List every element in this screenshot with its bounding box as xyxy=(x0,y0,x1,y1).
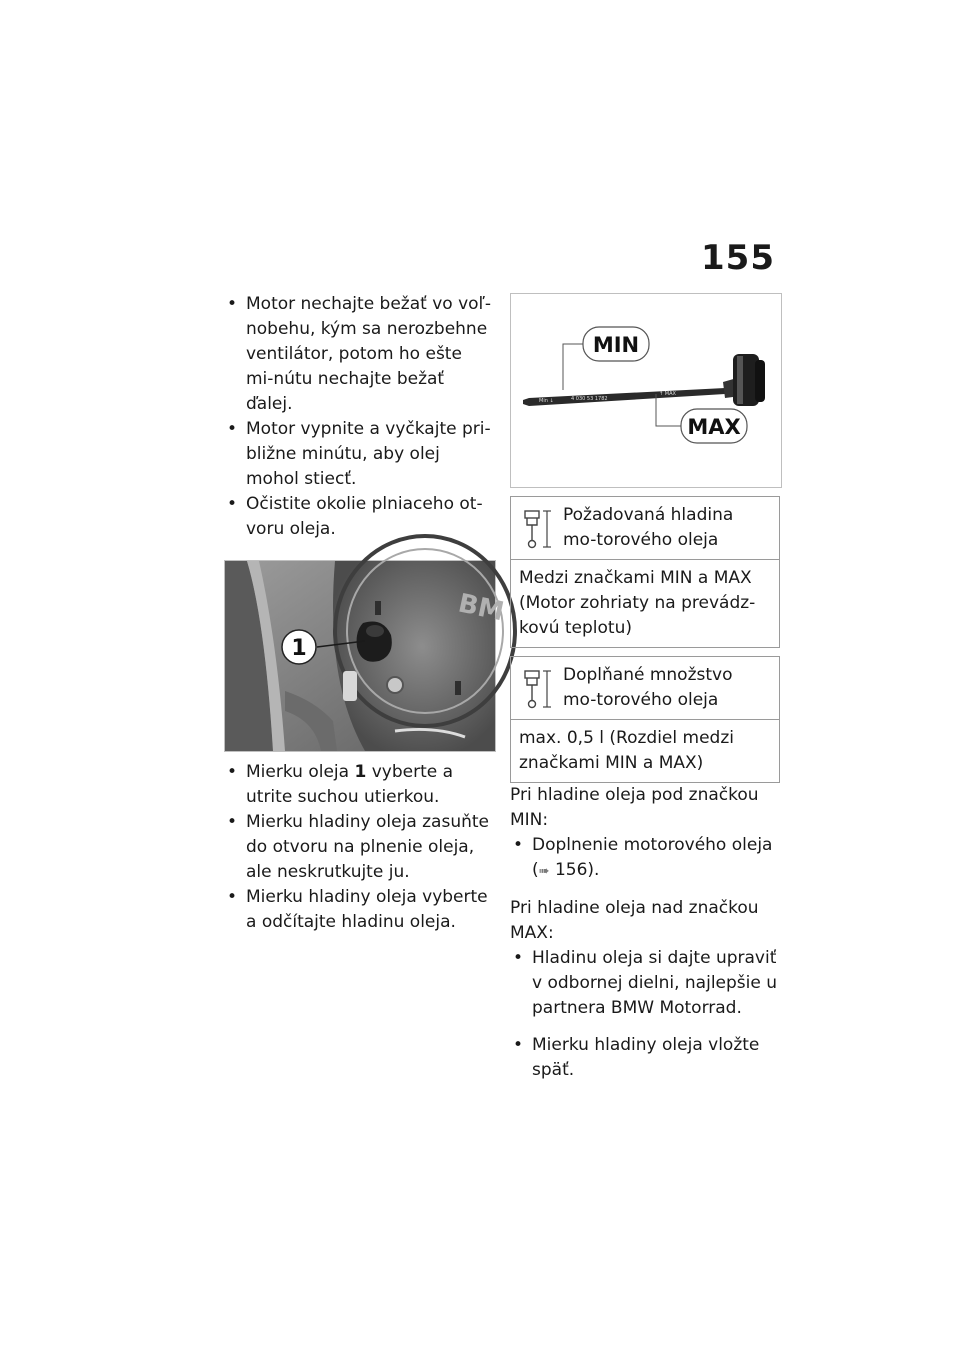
spec-value: Medzi značkami MIN a MAX (Motor zohriaty na prevádz-kovú teplotu) xyxy=(519,568,756,638)
step-text: Motor nechajte bežať vo voľ-nobehu, kým sa nerozbehne ventilátor, potom ho ešte mi-nútu nechajte bežať ďalej. xyxy=(246,294,492,414)
bullet-dot: • xyxy=(227,812,238,832)
right-column xyxy=(510,293,780,1083)
list-item xyxy=(224,810,494,885)
bullet-dot: • xyxy=(513,1035,524,1055)
page-ref-link[interactable]: 156 xyxy=(554,860,588,880)
engine-oil-icon xyxy=(521,667,555,711)
step-text-post: vyberte a utrite suchou utierkou. xyxy=(246,762,454,807)
spec-value: max. 0,5 l (Rozdiel medzi značkami MIN a MAX) xyxy=(519,728,734,773)
callout-number: 1 xyxy=(291,636,307,661)
step-text-pre: Mierku oleja xyxy=(246,762,355,782)
page-ref-arrow-icon: ➠ xyxy=(538,864,550,879)
list-item xyxy=(224,760,494,810)
bullet-dot: • xyxy=(227,887,238,907)
bullet-dot: • xyxy=(227,419,238,439)
max-label: MAX xyxy=(687,415,741,439)
step-text: Očistite okolie plniaceho ot-voru oleja. xyxy=(246,494,483,539)
list-item xyxy=(224,292,494,417)
step-text: Mierku hladiny oleja vložte späť. xyxy=(532,1035,760,1080)
bullet-dot: • xyxy=(227,494,238,514)
spec-block-oil-level xyxy=(510,496,780,648)
stamp-min: Min ↓ xyxy=(539,398,554,404)
engine-oil-icon xyxy=(521,507,555,551)
step-text: Motor vypnite a vyčkajte pri-bližne minútu, aby olej mohol stiecť. xyxy=(246,419,491,489)
condition-heading-max: Pri hladine oleja nad značkou MAX: xyxy=(510,898,759,943)
dipstick-illustration xyxy=(510,293,782,488)
step-text: Mierku hladiny oleja vyberte a odčítajte hladinu oleja. xyxy=(246,887,488,932)
step-text: Hladinu oleja si dajte upraviť v odbornej dielni, najlepšie u partnera BMW Motorrad. xyxy=(532,948,778,1018)
step-text: Mierku hladiny oleja zasuňte do otvoru na plnenie oleja, ale neskrutkujte ju. xyxy=(246,812,490,882)
list-item xyxy=(224,492,494,542)
engine-photo xyxy=(224,560,507,752)
page-number: 155 xyxy=(701,238,775,278)
bullet-dot: • xyxy=(227,762,238,782)
bullet-dot: • xyxy=(513,948,524,968)
min-label: MIN xyxy=(592,333,640,357)
spec-header xyxy=(511,497,779,560)
list-item: • Doplnenie motorového oleja (➠ 156). xyxy=(513,835,773,880)
spec-label: Doplňané množstvo mo-torového oleja xyxy=(563,665,733,710)
list-item xyxy=(510,946,780,1021)
spec-header xyxy=(511,657,779,720)
list-item xyxy=(224,417,494,492)
part-ref: 1 xyxy=(354,762,367,782)
list-item xyxy=(510,1033,780,1083)
list-item xyxy=(224,885,494,935)
bullet-dot: • xyxy=(513,835,524,855)
spec-label: Požadovaná hladina mo-torového oleja xyxy=(563,505,734,550)
spec-block-refill-quantity xyxy=(510,656,780,783)
logo-text: BM xyxy=(455,588,507,628)
left-column xyxy=(224,292,507,935)
condition-heading-min: Pri hladine oleja pod značkou MIN: xyxy=(510,785,759,830)
stamp-max: ↑ MAX xyxy=(659,391,676,397)
stamp-code: 4 030 53 1782 xyxy=(571,396,608,402)
step-text: Doplnenie motorového oleja xyxy=(532,835,773,855)
bullet-dot: • xyxy=(227,294,238,314)
